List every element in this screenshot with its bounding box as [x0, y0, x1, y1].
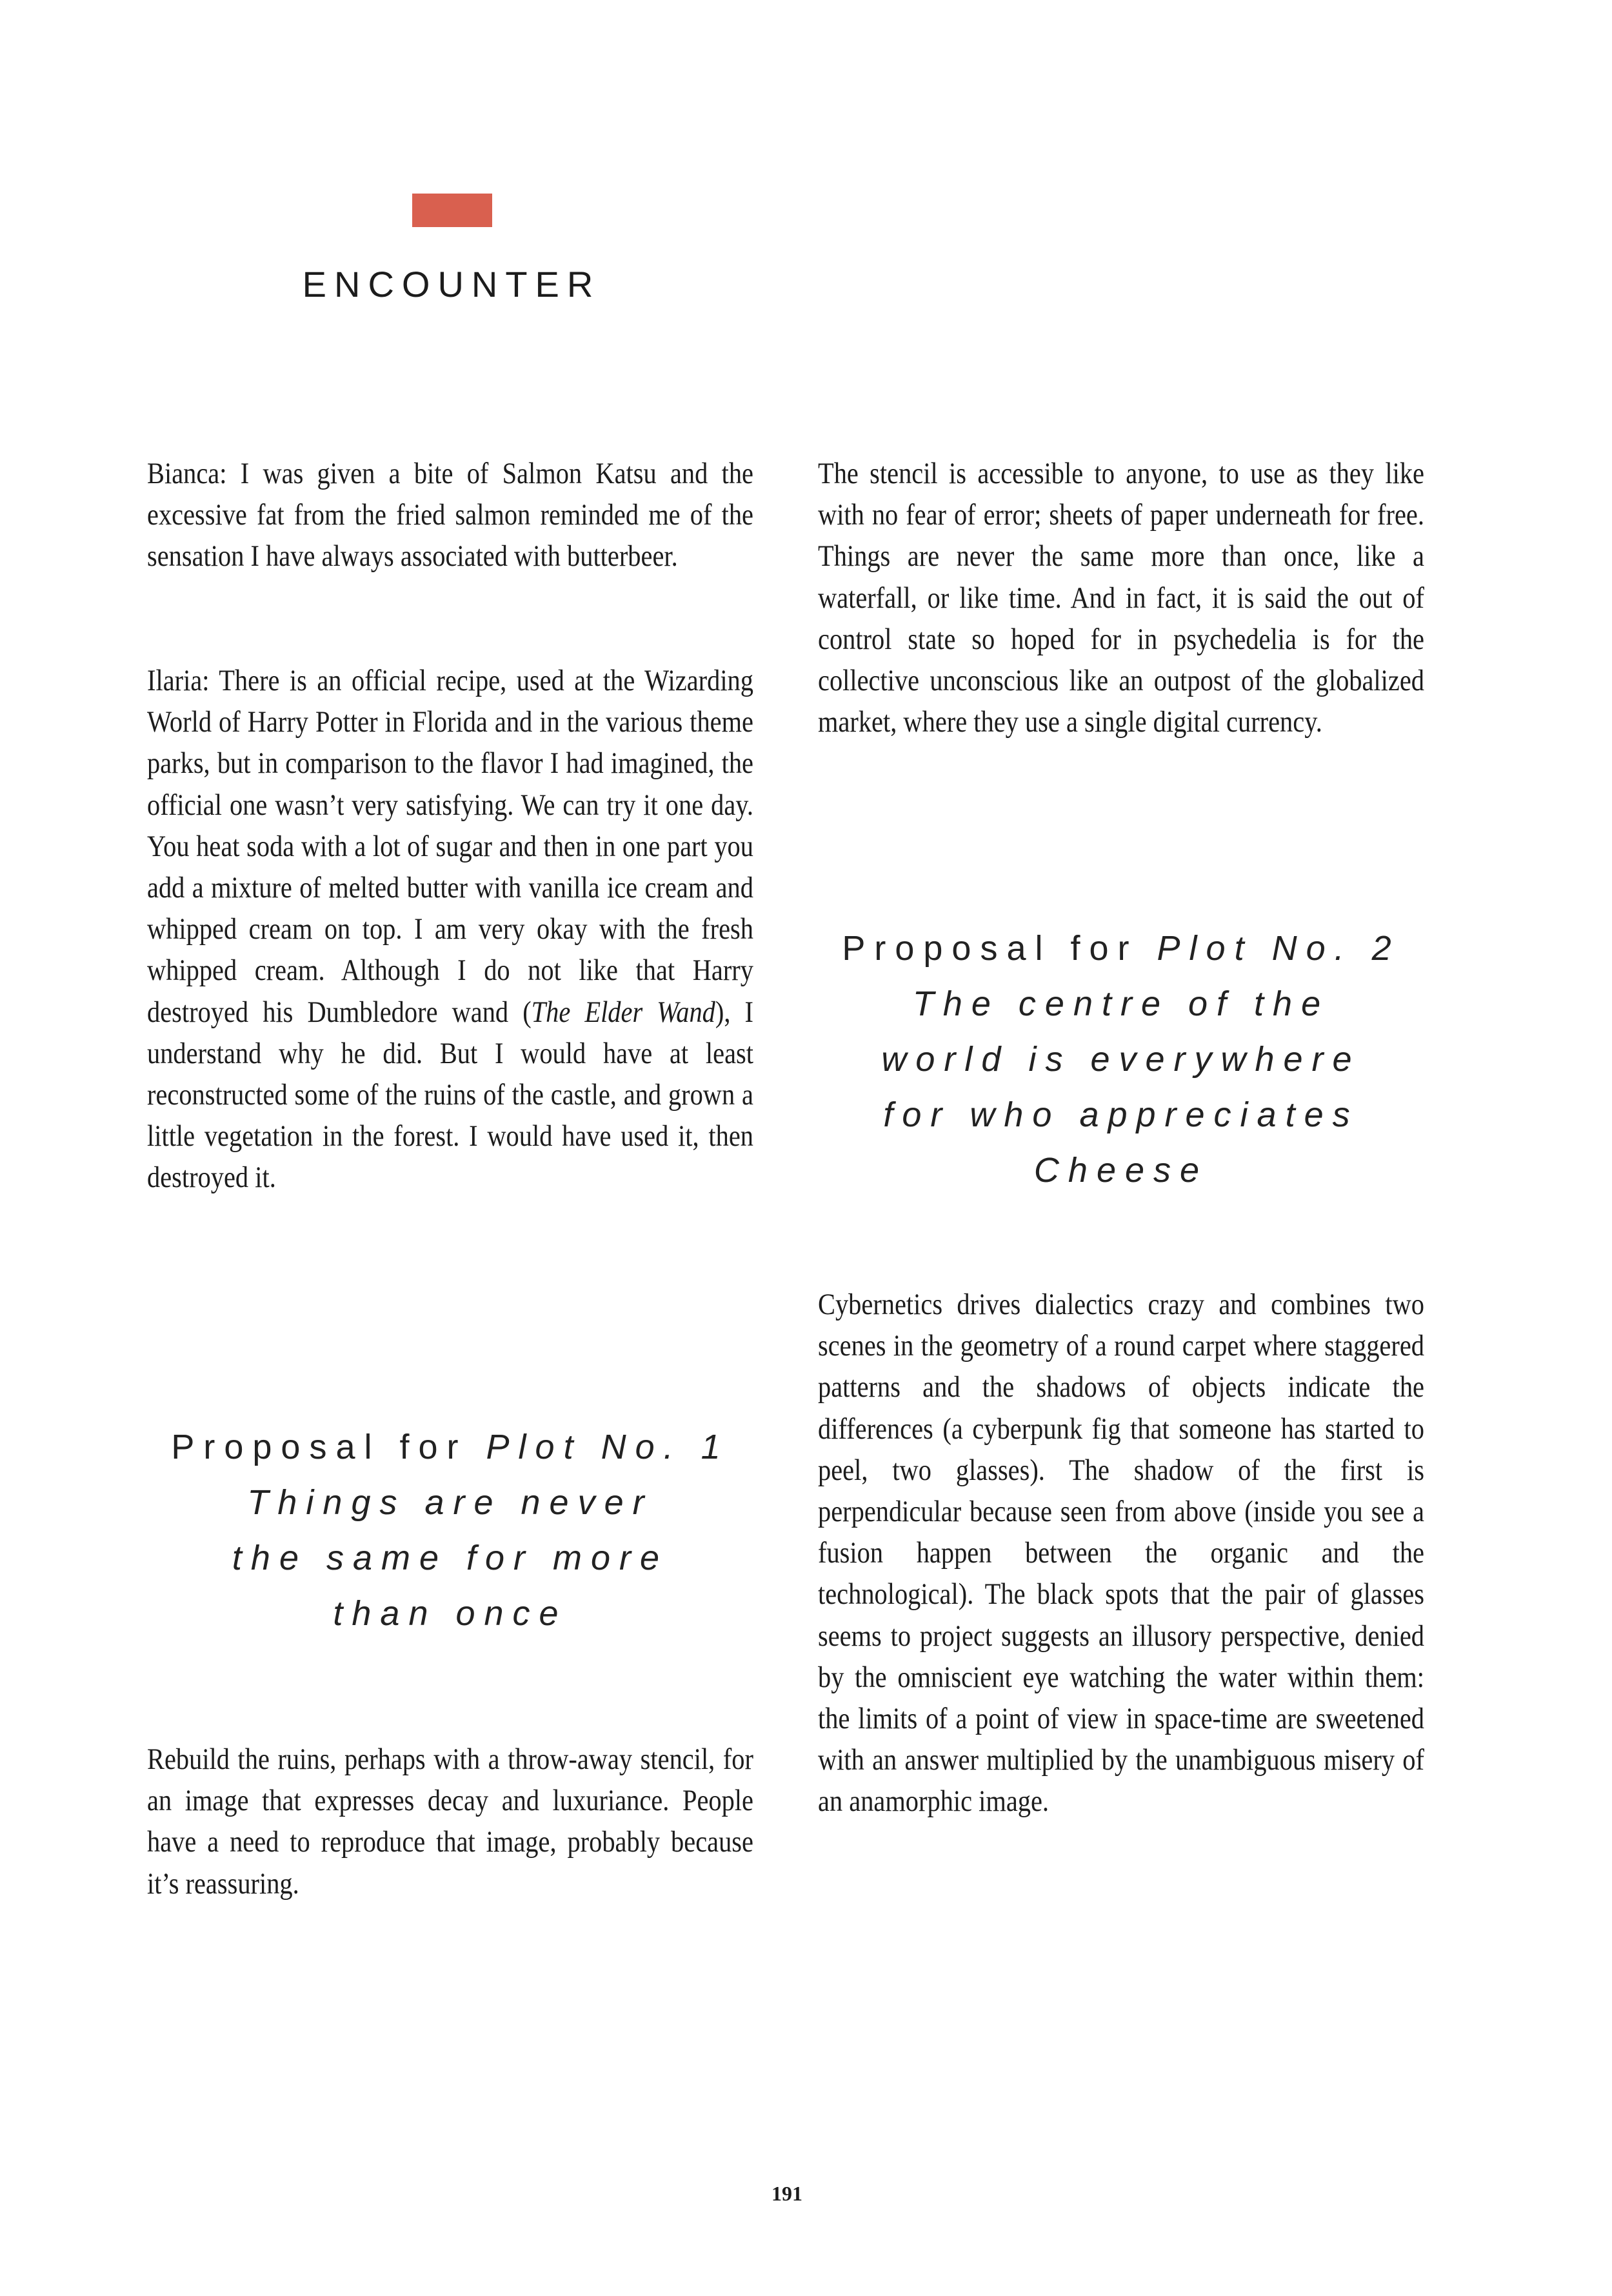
- left-paragraph-ilaria: [147, 660, 753, 1199]
- proposal-1-line-1: [147, 1419, 753, 1475]
- proposal-1-line-4: than once: [333, 1594, 568, 1633]
- proposal-2-line-5: Cheese: [1033, 1151, 1209, 1190]
- proposal-plot-2: [818, 921, 1424, 1198]
- section-accent-bar: [412, 194, 492, 227]
- proposal-1-line-3: the same for more: [232, 1539, 669, 1577]
- proposal-2-line-2: The centre of the: [912, 984, 1330, 1023]
- proposal-1-line-2: Things are never: [247, 1483, 653, 1522]
- proposal-2-line-4: for who appreciates: [883, 1095, 1359, 1134]
- ilaria-text-after: ), I understand why he did. But I would have at least reconstructed some of the ruins of the castle, and grown a little vegetation in the forest. I would have used it, then destroyed it.: [147, 995, 753, 1195]
- elder-wand-title: The Elder Wand: [531, 995, 715, 1029]
- ilaria-text-before: Ilaria: There is an official recipe, used at the Wizarding World of Harry Potter in Florida and in the various theme parks, but in comparison to the flavor I had imagined, the official one wasn’t very satisfying. We can try it one day. You heat soda with a lot of sugar and then in one part you add a mixture of melted butter with vanilla ice cream and whipped cream on top. I am very okay with the fresh whipped cream. Although I do not like that Harry destroyed his Dumbledore wand (: [147, 664, 753, 1029]
- page-number: 191: [771, 2182, 802, 2205]
- right-paragraph-cybernetics: Cybernetics drives dialectics crazy and combines two scenes in the geometry of a round carpet where staggered patterns and the shadows of objects indicate the differences (a cyberpunk fig that someone has started to peel, two glasses). The shadow of the first is perpendicular because seen from above (inside you see a fusion happen between the organic and the technological). The black spots that the pair of glasses seems to project suggests an illusory perspective, denied by the omniscient eye watching the water within them: the limits of a point of view in space-time are sweetened with an answer multiplied by the unambiguous misery of an anamorphic image.: [818, 1288, 1424, 1819]
- left-paragraph-bianca: Bianca: I was given a bite of Salmon Katsu and the excessive fat from the fried salmon reminded me of the sensation I have always associated with butterbeer.: [147, 457, 753, 574]
- proposal-2-line-3: world is everywhere: [881, 1040, 1361, 1079]
- right-paragraph-stencil: The stencil is accessible to anyone, to use as they like with no fear of error; sheets of paper underneath for free. Things are never the same more than once, like a waterfall, or like time. And in fact, it is said the out of control state so hoped for in psychedelia is for the collective unconscious like an outpost of the globalized market, where they use a single digital currency.: [818, 457, 1424, 739]
- proposal-2-line-1: [818, 921, 1424, 976]
- proposal-plot-1: [147, 1419, 753, 1641]
- left-paragraph-rebuild: Rebuild the ruins, perhaps with a throw-away stencil, for an image that expresses decay and luxuriance. People have a need to reproduce that image, probably because it’s reassuring.: [147, 1742, 753, 1901]
- proposal-1-prefix: Proposal for: [171, 1428, 486, 1466]
- section-title: ENCOUNTER: [302, 264, 601, 304]
- proposal-2-prefix: Proposal for: [842, 929, 1157, 968]
- proposal-2-plot-number: Plot No. 2: [1157, 929, 1400, 968]
- proposal-1-plot-number: Plot No. 1: [486, 1428, 730, 1466]
